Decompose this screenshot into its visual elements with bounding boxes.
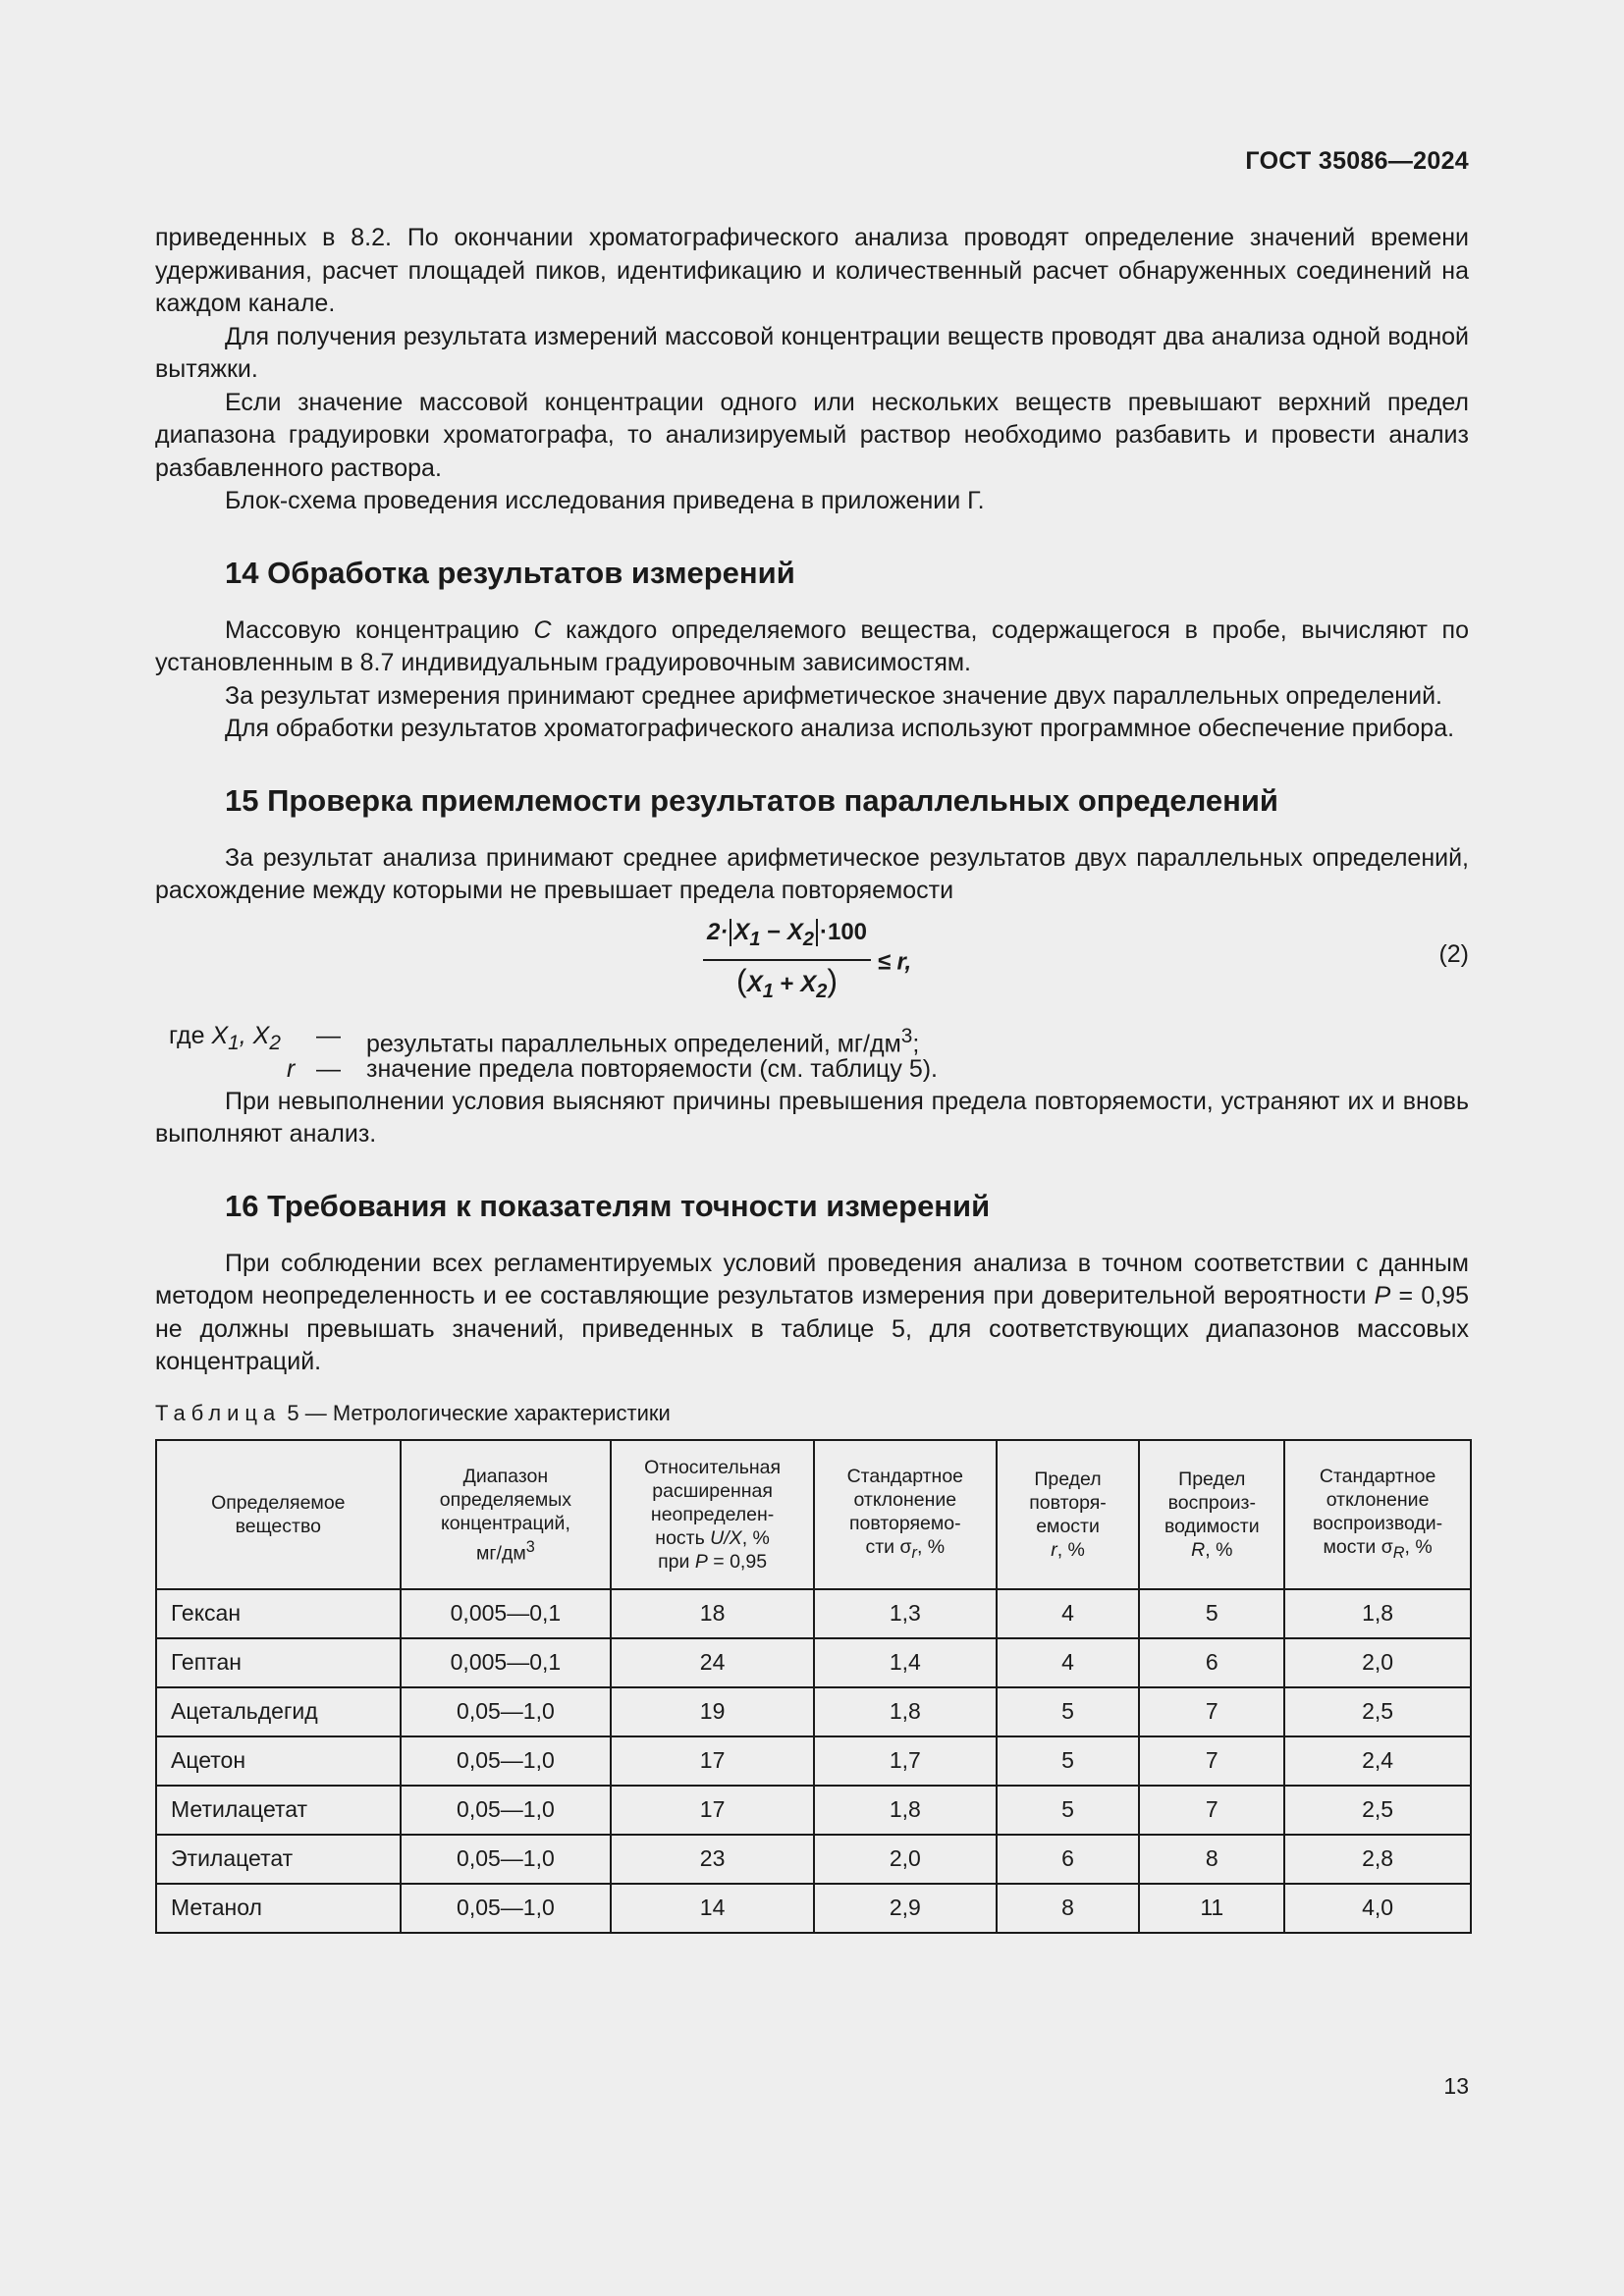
table-cell: 2,5 <box>1284 1786 1471 1835</box>
header-repeatability-limit: Предел повторя- емости r, % <box>997 1440 1140 1589</box>
table-cell: 5 <box>997 1736 1140 1786</box>
legend-term-r: r <box>287 1054 296 1083</box>
equation-number: (2) <box>1438 939 1469 968</box>
table-cell: 0,05—1,0 <box>401 1835 612 1884</box>
table-row <box>156 1884 1471 1933</box>
table-cell: Ацетальдегид <box>156 1687 401 1736</box>
table-cell: 5 <box>997 1687 1140 1736</box>
table-5-metrological-characteristics <box>155 1439 1472 1934</box>
table-cell: 4,0 <box>1284 1884 1471 1933</box>
table-cell: 2,8 <box>1284 1835 1471 1884</box>
formula-legend: где $X_1$, $X_2$ — результаты параллельных определений, $мг/дм^3$; r — значение предела повторяемости (см. таблицу 5). <box>155 1020 1469 1086</box>
table-cell: 6 <box>997 1835 1140 1884</box>
header-repeatability-sd: Стандартное отклонение повторяемо- сти $\sigma_r$, % <box>814 1440 997 1589</box>
table-cell: Ацетон <box>156 1736 401 1786</box>
table-cell: 7 <box>1139 1736 1284 1786</box>
table-cell: Гептан <box>156 1638 401 1687</box>
table-cell: 17 <box>611 1786 814 1835</box>
section-15-paragraph-1: За результат анализа принимают среднее арифметическое результатов двух параллельных определений, расхождение между которыми не превышает предела повторяемости <box>155 843 1469 904</box>
table-cell: 1,4 <box>814 1638 997 1687</box>
section-15-heading: 15 Проверка приемлемости результатов параллельных определений <box>225 782 1278 818</box>
table-cell: 2,9 <box>814 1884 997 1933</box>
table-cell: 0,005—0,1 <box>401 1589 612 1638</box>
table-cell: 19 <box>611 1687 814 1736</box>
table-cell: 0,05—1,0 <box>401 1786 612 1835</box>
page-content <box>155 222 1469 1934</box>
table-cell: 7 <box>1139 1786 1284 1835</box>
section-16-heading: 16 Требования к показателям точности измерений <box>225 1188 991 1223</box>
table-cell: 0,05—1,0 <box>401 1687 612 1736</box>
header-uncertainty: Относительная расширенная неопределен- ность U/X, % при P = 0,95 <box>611 1440 814 1589</box>
table-cell: Гексан <box>156 1589 401 1638</box>
table-cell: 1,7 <box>814 1736 997 1786</box>
table-cell: 18 <box>611 1589 814 1638</box>
table-cell: 2,4 <box>1284 1736 1471 1786</box>
table-cell: 7 <box>1139 1687 1284 1736</box>
header-reproducibility-limit: Предел воспроиз- водимости R, % <box>1139 1440 1284 1589</box>
legend-row-1: где $X_1$, $X_2$ <box>169 1021 281 1054</box>
table-row <box>156 1589 1471 1638</box>
table-cell: 11 <box>1139 1884 1284 1933</box>
table-cell: 1,8 <box>814 1687 997 1736</box>
table-cell: 2,0 <box>814 1835 997 1884</box>
table-header-row <box>156 1440 1471 1589</box>
table-cell: 1,3 <box>814 1589 997 1638</box>
table-cell: 1,8 <box>1284 1589 1471 1638</box>
table-cell: 5 <box>1139 1589 1284 1638</box>
header-substance: Определяемое вещество <box>156 1440 401 1589</box>
table-cell: 8 <box>997 1884 1140 1933</box>
table-cell: 4 <box>997 1589 1140 1638</box>
section-14-paragraph-3: Для обработки результатов хроматографического анализа используют программное обеспечение прибора. <box>225 715 1455 742</box>
section-14-paragraph-1: Массовую концентрацию С каждого определяемого вещества, содержащегося в пробе, вычисляют по установленным в 8.7 индивидуальным градуировочным зависимостям. <box>155 615 1469 676</box>
formula-2 <box>155 916 1469 1004</box>
table-cell: Этилацетат <box>156 1835 401 1884</box>
document-code: ГОСТ 35086—2024 <box>1245 147 1469 175</box>
intro-paragraph-4: Блок-схема проведения исследования приведена в приложении Г. <box>225 487 985 514</box>
legend-definition-2: значение предела повторяемости (см. таблицу 5). <box>366 1054 938 1083</box>
table-cell: 14 <box>611 1884 814 1933</box>
table-cell: Метилацетат <box>156 1786 401 1835</box>
table-row <box>156 1687 1471 1736</box>
intro-paragraph-1: приведенных в 8.2. По окончании хроматографического анализа проводят определение значений времени удерживания, расчет площадей пиков, идентификацию и количественный расчет обнаруженных соединений на каждом канале. <box>155 224 1469 317</box>
section-16-paragraph-1: При соблюдении всех регламентируемых условий проведения анализа в точном соответствии с данным методом неопределенность и ее составляющие результатов измерения при доверительной вероятности P = 0,95 не должны превышать значений, приведенных в таблице 5, для соответствующих диапазонов массовых концентраций. <box>155 1249 1469 1375</box>
table-cell: 23 <box>611 1835 814 1884</box>
section-15-paragraph-2: При невыполнении условия выясняют причины превышения предела повторяемости, устраняют их и вновь выполняют анализ. <box>155 1087 1469 1148</box>
header-reproducibility-sd: Стандартное отклонение воспроизводи- мости $\sigma_R$, % <box>1284 1440 1471 1589</box>
page-number: 13 <box>1443 2073 1469 2099</box>
section-14-heading: 14 Обработка результатов измерений <box>225 555 795 590</box>
table-cell: 24 <box>611 1638 814 1687</box>
header-range: Диапазон определяемых концентраций, $мг/дм^3$ <box>401 1440 612 1589</box>
table-row <box>156 1638 1471 1687</box>
table-cell: 17 <box>611 1736 814 1786</box>
table-row <box>156 1786 1471 1835</box>
table-cell: 5 <box>997 1786 1140 1835</box>
table-cell: 0,005—0,1 <box>401 1638 612 1687</box>
table-5-caption: Таблица 5 — Метрологические характеристики <box>155 1400 671 1425</box>
table-cell: 2,5 <box>1284 1687 1471 1736</box>
repeatability-formula: $\frac{2\cdot X_1 - X_2 \cdot 100}{(X_1 + X_2)}$ ≤ r, <box>703 916 911 1009</box>
legend-definition-1: результаты параллельных определений, $мг/дм^3$; <box>366 1024 920 1057</box>
table-row <box>156 1736 1471 1786</box>
table-cell: 6 <box>1139 1638 1284 1687</box>
table-cell: 8 <box>1139 1835 1284 1884</box>
table-cell: Метанол <box>156 1884 401 1933</box>
table-cell: 4 <box>997 1638 1140 1687</box>
intro-paragraph-3: Если значение массовой концентрации одного или нескольких веществ превышают верхний предел диапазона градуировки хроматографа, то анализируемый раствор необходимо разбавить и провести анализ разбавленного раствора. <box>155 388 1469 482</box>
intro-paragraph-2: Для получения результата измерений массовой концентрации веществ проводят два анализа одной водной вытяжки. <box>155 322 1469 383</box>
table-row <box>156 1835 1471 1884</box>
table-cell: 0,05—1,0 <box>401 1736 612 1786</box>
table-cell: 2,0 <box>1284 1638 1471 1687</box>
table-cell: 1,8 <box>814 1786 997 1835</box>
table-cell: 0,05—1,0 <box>401 1884 612 1933</box>
section-14-paragraph-2: За результат измерения принимают среднее арифметическое значение двух параллельных определений. <box>225 681 1442 710</box>
